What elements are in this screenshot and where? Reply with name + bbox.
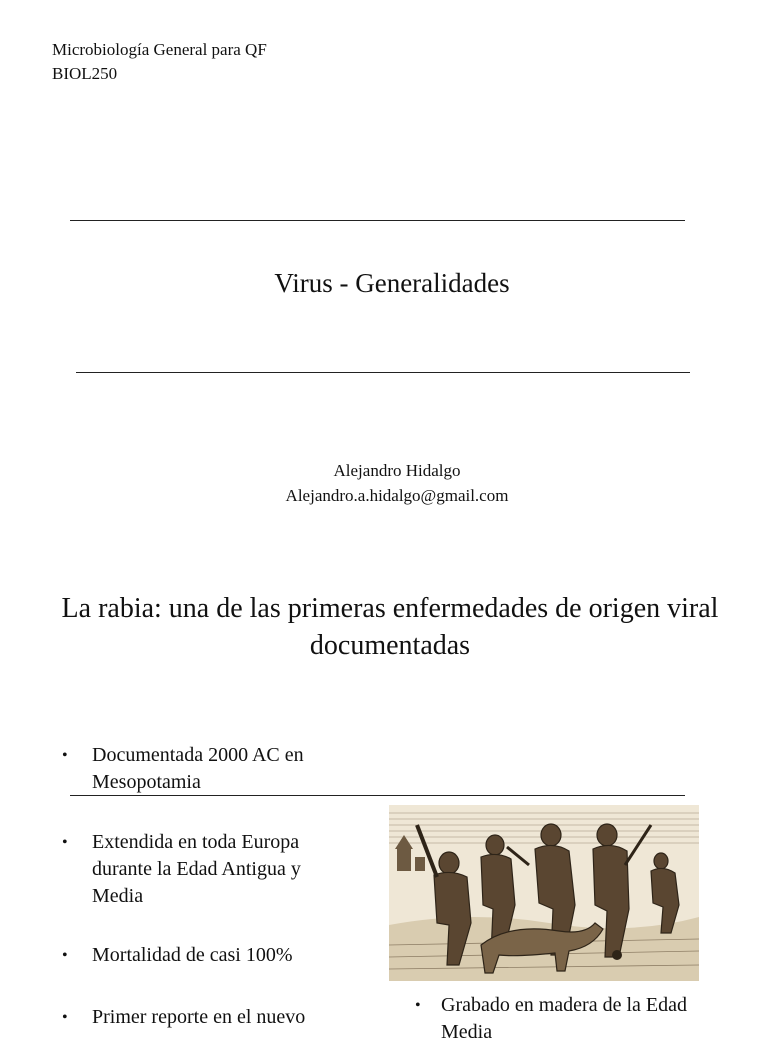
caption-text: Grabado en madera de la Edad Media <box>441 994 687 1043</box>
bullet-text: Primer reporte en el nuevo <box>92 1006 306 1028</box>
woodcut-illustration <box>389 805 699 981</box>
bullet-item <box>62 1004 352 1031</box>
bullet-item <box>62 742 352 796</box>
bullet-dot: • <box>62 1009 68 1026</box>
title-rule-top <box>70 220 685 221</box>
bullet-text: Documentada 2000 AC en Mesopotamia <box>92 744 304 793</box>
course-code: BIOL250 <box>52 64 118 83</box>
bullet-item <box>62 942 352 969</box>
bullet-dot: • <box>415 997 421 1014</box>
course-name: Microbiología General para QF <box>52 40 267 59</box>
bullet-text: Extendida en toda Europa durante la Edad Antigua y Media <box>92 831 301 907</box>
bullet-dot: • <box>62 834 68 851</box>
course-header <box>52 38 267 86</box>
bullet-text: Mortalidad de casi 100% <box>92 944 293 966</box>
bullet-dot: • <box>62 947 68 964</box>
woodcut-image <box>389 805 699 981</box>
author-email: Alejandro.a.hidalgo@gmail.com <box>285 486 509 505</box>
rabies-slide-title: La rabia: una de las primeras enfermedades de origen viral documentadas <box>61 593 719 661</box>
bullet-dot: • <box>62 747 68 764</box>
slide-title: Virus - Generalidades <box>274 268 510 298</box>
title-rule-bottom <box>76 372 690 373</box>
slide-divider-rule <box>70 795 685 796</box>
image-caption <box>415 992 715 1046</box>
author-block <box>0 458 768 508</box>
bullet-item <box>62 829 352 910</box>
author-name: Alejandro Hidalgo <box>333 461 461 480</box>
